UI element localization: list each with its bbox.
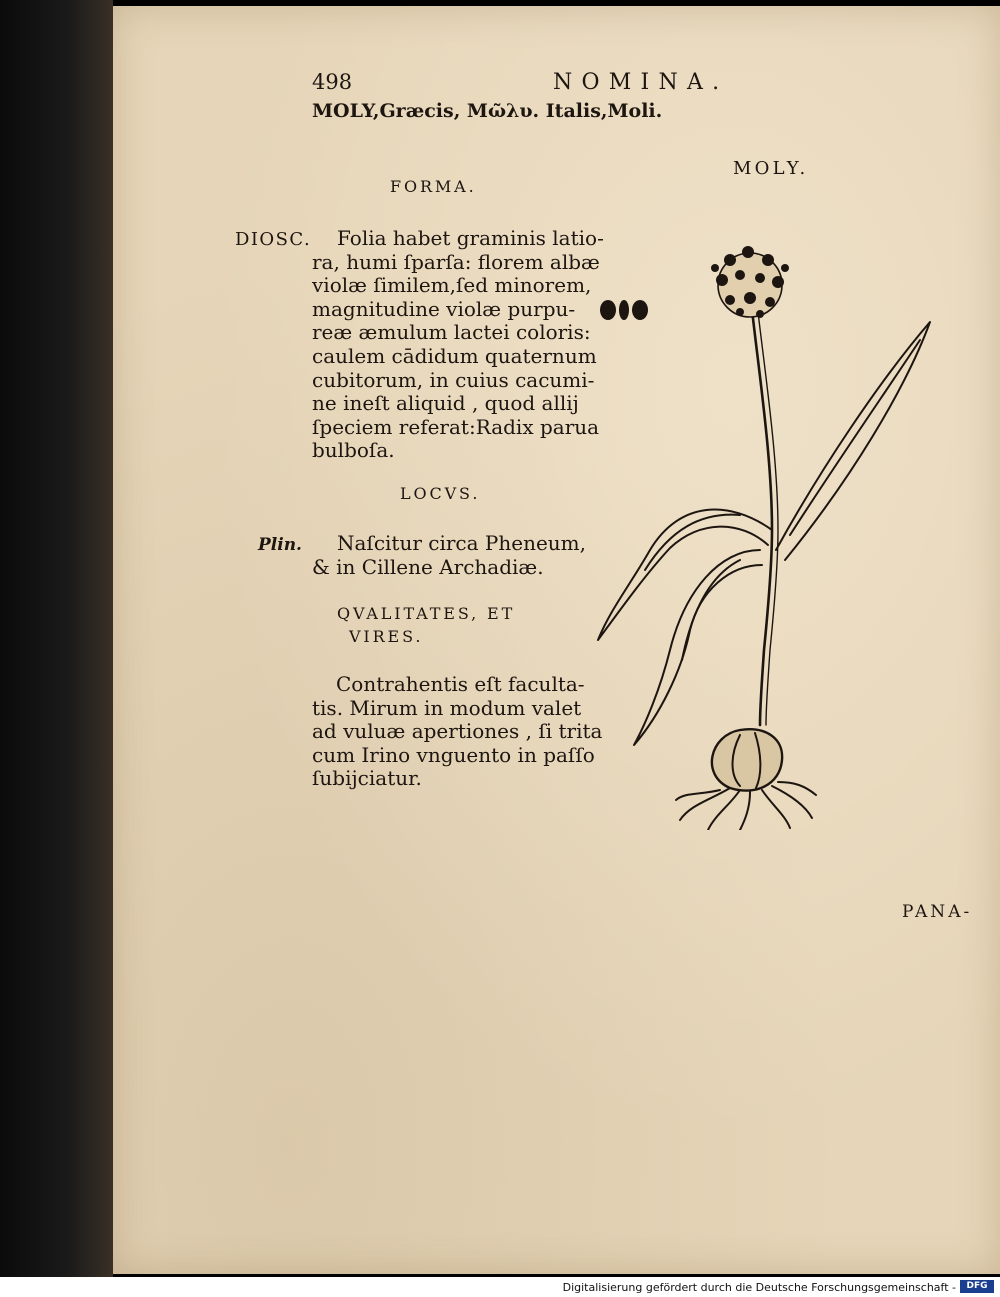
- dfg-credit-text: Digitalisierung gefördert durch die Deutsche Forschungsgemeinschaft -: [562, 1281, 956, 1294]
- text-line: Folia habet graminis latio-: [337, 226, 604, 250]
- page-number: 498: [312, 70, 353, 94]
- text-line: ad vuluæ apertiones , ſi trita: [312, 719, 603, 744]
- section-heading-qualitates-2: VIRES.: [349, 627, 424, 646]
- figure-caption: MOLY.: [733, 158, 809, 179]
- text-line: violæ ſimilem,ſed minorem,: [312, 273, 592, 298]
- margin-note-plin: Plin.: [258, 535, 302, 555]
- text-line: ra, humi ſparſa: florem albæ: [312, 249, 600, 274]
- running-title: NOMINA.: [553, 70, 729, 95]
- scan-border-left: [0, 0, 113, 1277]
- margin-note-diosc: DIOSC.: [235, 229, 312, 250]
- plant-names-line: MOLY,Græcis, Μῶλυ. Italis,Moli.: [312, 100, 663, 122]
- moly-plant-woodcut: [590, 230, 950, 830]
- dfg-logo: DFG: [960, 1280, 994, 1293]
- section-heading-qualitates-1: QVALITATES, ET: [337, 604, 516, 623]
- text-line: ne ineſt aliquid , quod allij: [312, 391, 579, 416]
- text-line: & in Cillene Archadiæ.: [312, 554, 544, 579]
- text-line: cum Irino vnguento in paſſo: [312, 742, 595, 767]
- catchword: PANA-: [902, 902, 973, 922]
- text-line: bulboſa.: [312, 438, 395, 463]
- text-line: ſubijciatur.: [312, 766, 422, 791]
- text-line: cubitorum, in cuius cacumi-: [312, 367, 595, 392]
- section-heading-locus: LOCVS.: [400, 484, 481, 503]
- section-heading-forma: FORMA.: [390, 177, 477, 196]
- text-line: ſpeciem referat:Radix parua: [312, 414, 600, 439]
- text-line: caulem cādidum quaternum: [312, 344, 597, 368]
- text-line: tis. Mirum in modum valet: [312, 695, 582, 720]
- text-line: reæ æmulum lactei coloris:: [312, 320, 591, 345]
- text-line: Contrahentis eſt faculta-: [336, 672, 585, 696]
- text-line: Naſcitur circa Pheneum,: [337, 531, 586, 555]
- text-line: magnitudine violæ purpu-: [312, 296, 576, 321]
